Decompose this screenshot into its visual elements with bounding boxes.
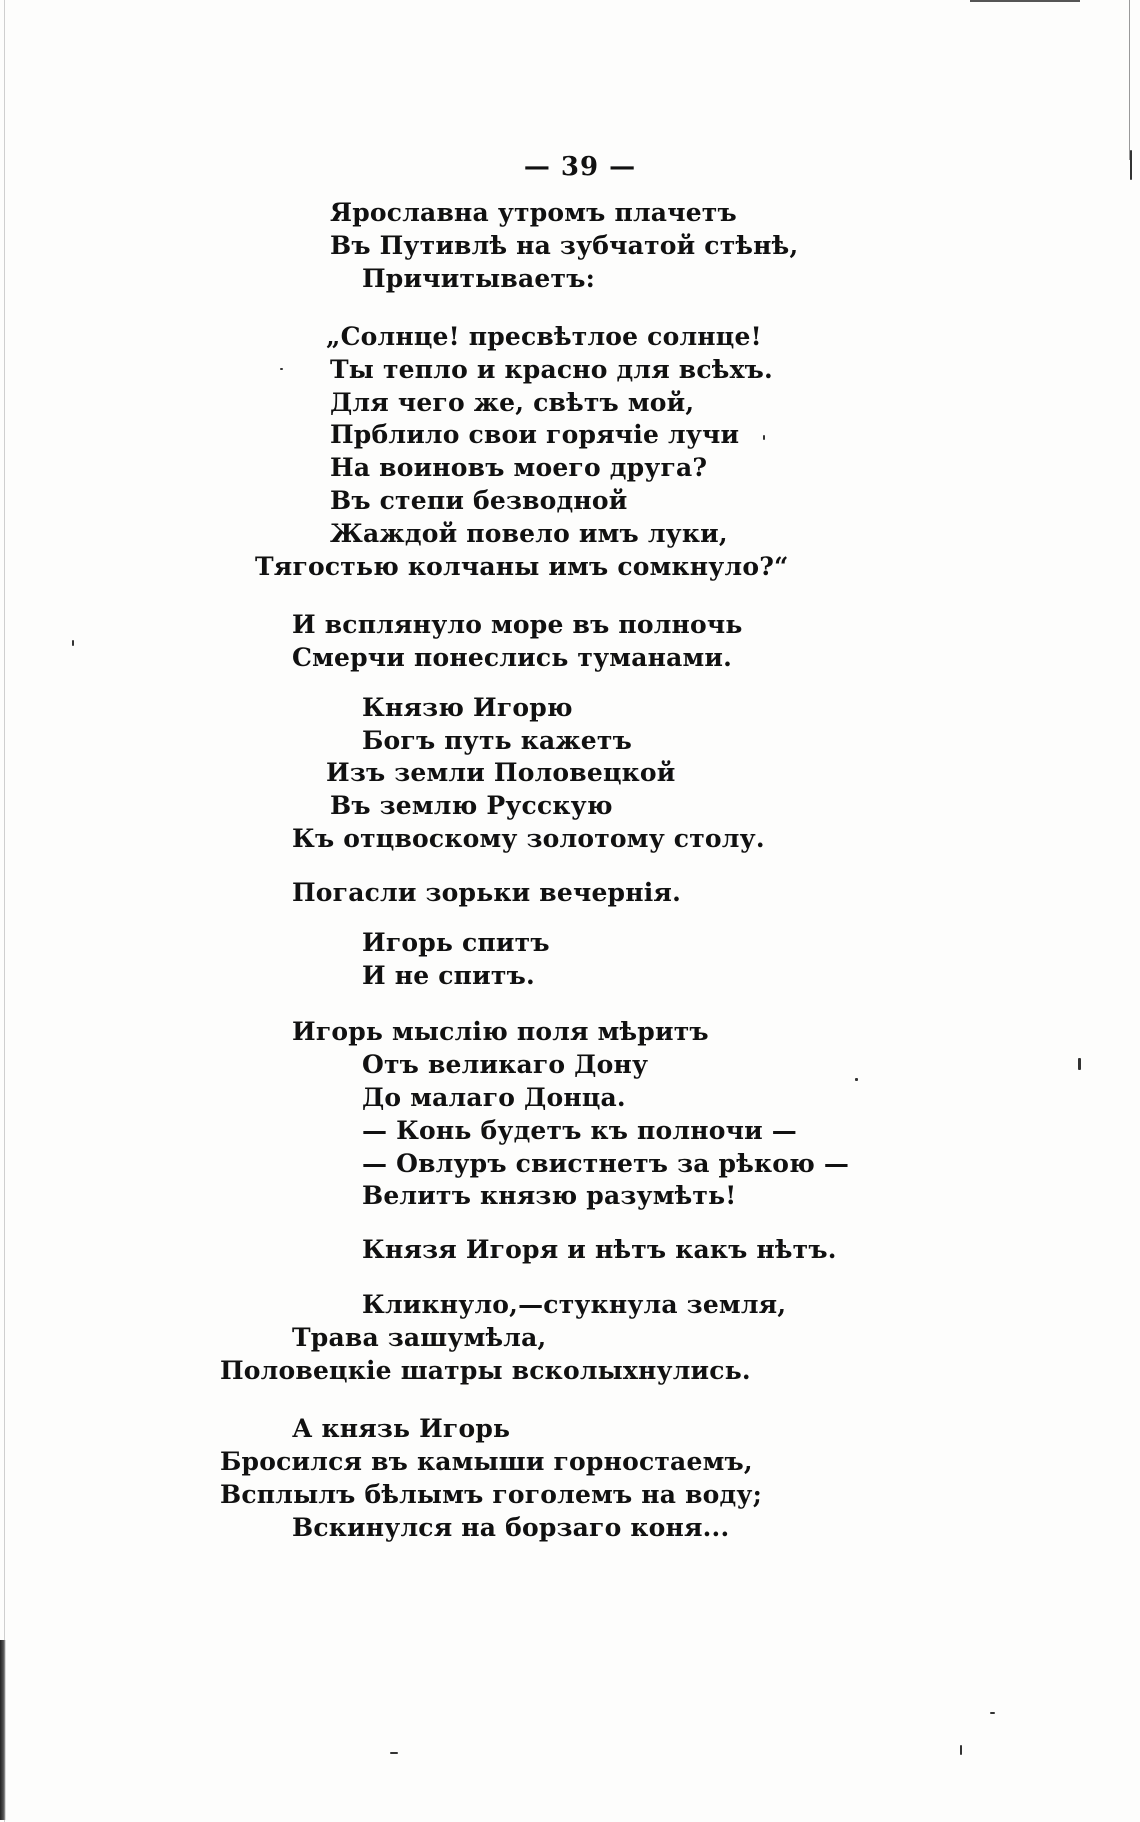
poem-line: И не спитъ. [362, 961, 535, 990]
poem-line: Игорь спитъ [362, 928, 550, 957]
poem-line: Всплылъ бѣлымъ гоголемъ на воду; [220, 1480, 763, 1509]
page-number: — 39 — [523, 152, 637, 182]
poem-line: Игорь мыслію поля мѣритъ [292, 1017, 709, 1046]
poem-line: Отъ великаго Дону [362, 1050, 649, 1079]
scan-speck [390, 1752, 398, 1754]
poem-line: Тягостью колчаны имъ сомкнуло?“ [255, 552, 789, 581]
scan-speck [1130, 150, 1132, 180]
poem-line: Жаждой повело имъ луки, [330, 519, 728, 548]
poem-line: — Овлуръ свистнетъ за рѣкою — [362, 1149, 850, 1178]
poem-line: Къ отцвоскому золотому столу. [292, 824, 765, 853]
scan-top-edge [970, 0, 1080, 2]
poem-line: Ты тепло и красно для всѣхъ. [330, 355, 773, 384]
poem-line: И всплянуло море въ полночь [292, 610, 743, 639]
poem-line: — Конь будетъ къ полночи — [362, 1116, 797, 1145]
poem-line: До малаго Донца. [362, 1083, 626, 1112]
poem-line: Вскинулся на борзаго коня... [292, 1513, 730, 1542]
scan-speck [855, 1078, 858, 1081]
poem-line: Князю Игорю [362, 693, 573, 722]
poem-line: Изъ земли Половецкой [326, 758, 676, 787]
poem-line: Въ Путивлѣ на зубчатой стѣнѣ, [330, 231, 799, 260]
poem-line: Трава зашумѣла, [292, 1323, 547, 1352]
scan-speck [1078, 1058, 1081, 1070]
scan-speck [763, 435, 765, 440]
poem-line: Кликнуло,—стукнула земля, [362, 1290, 787, 1319]
poem-line: А князь Игорь [292, 1414, 511, 1443]
scan-speck [72, 640, 74, 646]
scan-edge-line [4, 0, 5, 1822]
poem-line: Князя Игоря и нѣтъ какъ нѣтъ. [362, 1235, 837, 1264]
poem-line: Богъ путь кажетъ [362, 726, 632, 755]
poem-line: Прблило свои горячіе лучи [330, 420, 740, 449]
scan-binding-shadow [0, 1640, 6, 1820]
poem-line: На воиновъ моего друга? [330, 453, 708, 482]
poem-line: Въ степи безводной [330, 486, 628, 515]
poem-line: Смерчи понеслись туманами. [292, 643, 733, 672]
poem-line: Въ землю Русскую [330, 791, 613, 820]
scan-speck [280, 368, 283, 370]
poem-line: Велитъ князю разумѣть! [362, 1181, 737, 1210]
scan-speck [960, 1745, 962, 1755]
poem-line: Причитываетъ: [362, 264, 595, 293]
scan-speck [990, 1712, 995, 1714]
poem-line: Половецкіе шатры всколыхнулись. [220, 1356, 751, 1385]
poem-line: Погасли зорьки вечернія. [292, 878, 682, 907]
poem-line: Для чего же, свѣтъ мой, [330, 388, 695, 417]
poem-line: Ярославна утромъ плачетъ [330, 198, 737, 227]
scan-right-edge [1129, 0, 1130, 160]
poem-line: „Солнце! пресвѣтлое солнце! [326, 322, 762, 351]
poem-line: Бросился въ камыши горностаемъ, [220, 1447, 753, 1476]
